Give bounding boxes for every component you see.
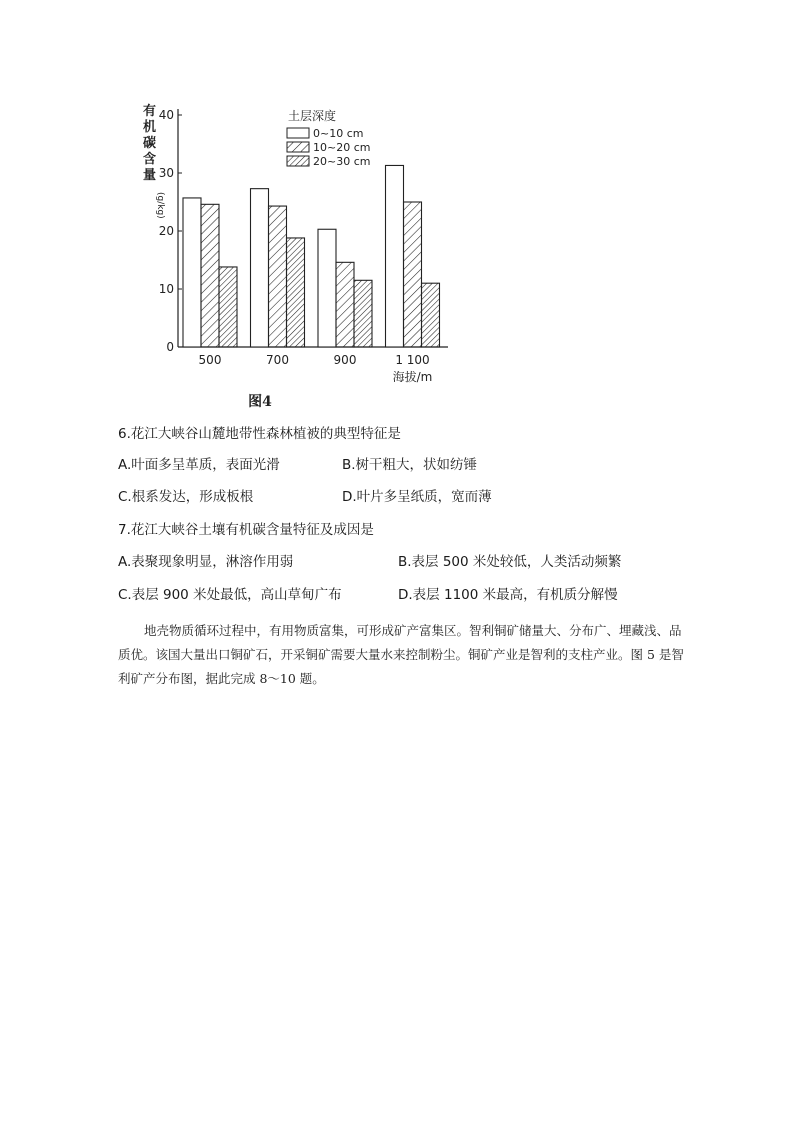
question-7-option-d[interactable]: D.表层 1100 米最高，有机质分解慢 — [398, 587, 618, 603]
bar — [269, 206, 287, 347]
bar — [318, 229, 336, 347]
question-7-option-c[interactable]: C.表层 900 米处最低，高山草甸广布 — [118, 587, 342, 603]
y-axis-label-char: 有 — [143, 104, 157, 119]
x-tick-label: 700 — [266, 353, 289, 367]
question-7-option-b[interactable]: B.表层 500 米处较低，人类活动频繁 — [398, 554, 622, 570]
bar — [183, 198, 201, 347]
y-axis-label-char: 量 — [143, 168, 157, 183]
bar — [251, 189, 269, 347]
question-6-option-a[interactable]: A.叶面多呈革质，表面光滑 — [118, 457, 280, 473]
y-tick-label: 20 — [158, 224, 174, 238]
y-axis-label — [143, 103, 156, 183]
question-6-option-b[interactable]: B.树干粗大，状如纺锤 — [342, 457, 478, 473]
legend-swatch — [287, 128, 309, 138]
y-tick-label: 10 — [158, 282, 174, 296]
question-7-stem: 7.花江大峡谷土壤有机碳含量特征及成因是 — [118, 522, 374, 538]
bar — [287, 238, 305, 347]
bar — [354, 280, 372, 347]
legend-label: 10~20 cm — [313, 141, 371, 154]
question-6-option-c[interactable]: C.根系发达，形成板根 — [118, 489, 254, 505]
x-tick-label: 1 100 — [395, 353, 430, 367]
question-6-option-d[interactable]: D.叶片多呈纸质，宽而薄 — [342, 489, 492, 505]
legend — [287, 127, 370, 168]
bar — [201, 204, 219, 347]
organic-carbon-chart — [140, 100, 480, 415]
y-axis-label-char: 碳 — [143, 136, 157, 151]
legend-swatch — [287, 142, 309, 152]
passage-text: 地壳物质循环过程中，有用物质富集，可形成矿产富集区。智利铜矿储量大、分布广、埋藏浅、品质优。该国大量出口铜矿石，开采铜矿需要大量水来控制粉尘。铜矿产业是智利的支柱产业。图 5 是智利矿产分布图，据此完成 8～10 题。 — [118, 623, 684, 686]
legend-title: 土层深度 — [288, 109, 337, 123]
legend-label: 0~10 cm — [313, 127, 364, 140]
legend-swatch — [287, 156, 309, 166]
bar — [219, 267, 237, 347]
y-tick-label: 0 — [166, 340, 174, 354]
y-axis-label-char: 含 — [143, 152, 157, 167]
bar — [336, 262, 354, 347]
x-tick-label: 900 — [333, 353, 357, 367]
bars — [183, 165, 440, 347]
y-axis-label-char: 机 — [143, 120, 157, 135]
question-6-stem: 6.花江大峡谷山麓地带性森林植被的典型特征是 — [118, 426, 401, 442]
passage — [118, 619, 688, 691]
x-axis-label: 海拔/m — [392, 370, 433, 384]
question-7-option-a[interactable]: A.表聚现象明显，淋溶作用弱 — [118, 554, 294, 570]
x-ticks — [199, 353, 430, 367]
figure-caption: 图4 — [248, 394, 272, 410]
y-axis-unit: (g/kg) — [155, 192, 165, 219]
y-tick-label: 40 — [158, 108, 174, 122]
y-tick-label: 30 — [158, 166, 174, 180]
legend-label: 20~30 cm — [313, 155, 371, 168]
chart-svg — [140, 100, 480, 415]
bar — [422, 283, 440, 347]
x-tick-label: 500 — [198, 353, 222, 367]
bar — [404, 202, 422, 347]
bar — [386, 165, 404, 347]
